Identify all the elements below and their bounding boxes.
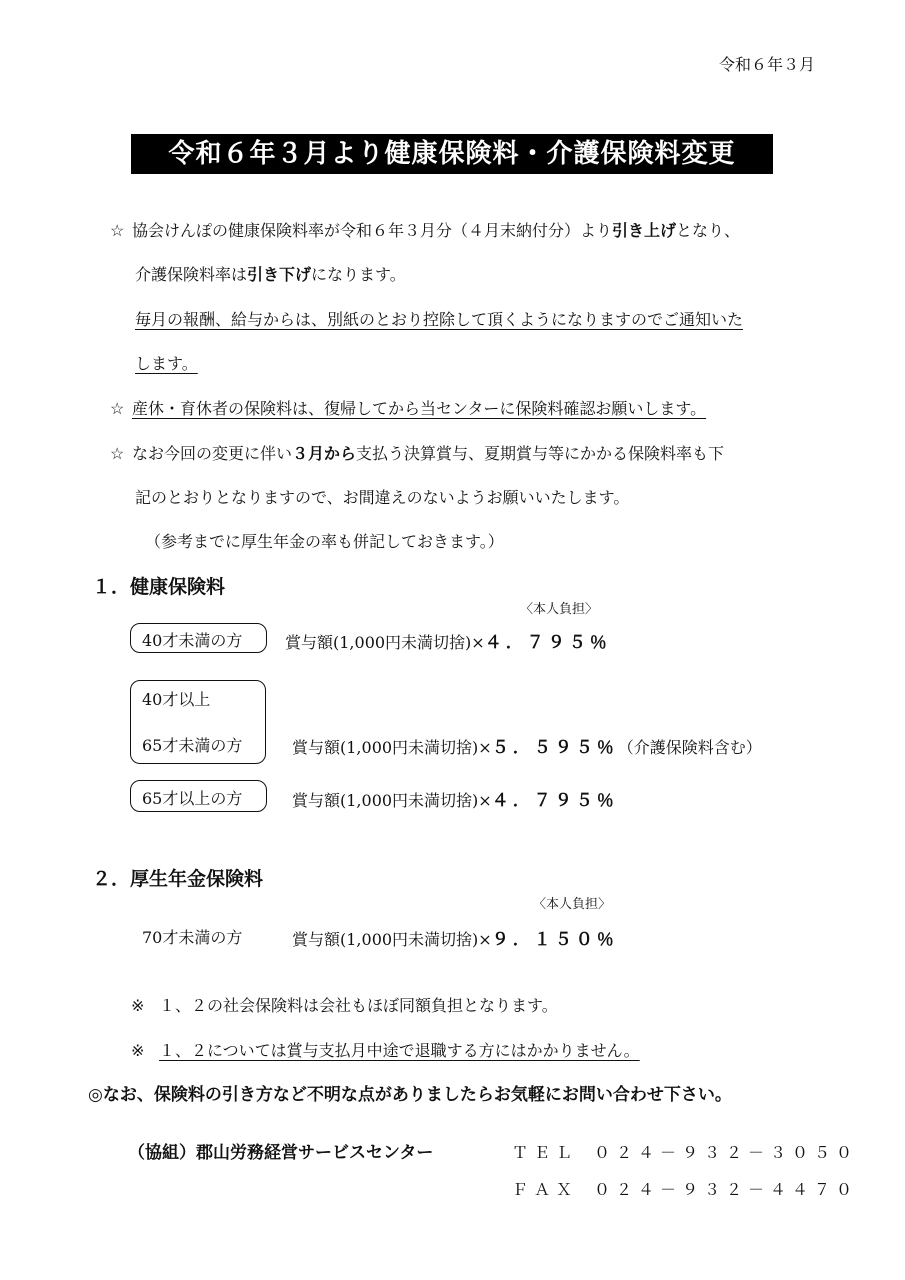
reference-mark-icon: ※ — [131, 996, 145, 1015]
tel-row: ＴＥＬ ０２４－９３２－３０５０ — [512, 1143, 859, 1162]
section-2-heading: ２．厚生年金保険料 — [92, 868, 264, 890]
notice-1-line-3: 毎月の報酬、給与からは、別紙のとおり控除して頂くようになりますのでご通知いた — [135, 310, 744, 329]
section-2-burden-label: 〈本人負担〉 — [533, 897, 612, 912]
rate-row-under-40: 賞与額(1,000円未満切捨)×４．７９５％ — [285, 633, 611, 653]
rate-row-pension: 賞与額(1,000円未満切捨)×９．１５０％ — [292, 930, 618, 950]
notice-3-line-1: ☆ なお今回の変更に伴い３月から支払う決算賞与、夏期賞与等にかかる保険料率も下 — [110, 444, 725, 463]
note-2: ※ １、２については賞与支払月中途で退職する方にはかかりません。 — [131, 1041, 640, 1060]
closing-message: ◎なお、保険料の引き方など不明な点がありましたらお気軽にお問い合わせ下さい。 — [88, 1085, 732, 1105]
section-1-burden-label: 〈本人負担〉 — [520, 602, 599, 617]
rate-row-40-to-64: 賞与額(1,000円未満切捨)×５．５９５％（介護保険料含む） — [292, 738, 762, 758]
reference-mark-icon: ※ — [131, 1041, 145, 1060]
section-1-heading: １．健康保険料 — [92, 576, 226, 598]
notice-1-line-4: します。 — [135, 354, 198, 373]
rate-row-65-and-over: 賞与額(1,000円未満切捨)×４．７９５％ — [292, 791, 618, 811]
notice-3-line-2: 記のとおりとなりますので、お間違えのないようお願いいたします。 — [135, 488, 630, 507]
document-date: 令和６年３月 — [718, 55, 815, 74]
notice-2-line-1: ☆ 産休・育休者の保険料は、復帰してから当センターに保険料確認お願いします。 — [110, 399, 707, 418]
star-icon: ☆ — [110, 221, 125, 240]
organization-name: （協組）郡山労務経営サービスセンター — [128, 1143, 434, 1163]
star-icon: ☆ — [110, 444, 125, 463]
document-title: 令和６年３月より健康保険料・介護保険料変更 — [131, 134, 773, 174]
fax-row: ＦＡＸ ０２４－９３２－４４７０ — [512, 1180, 859, 1199]
star-icon: ☆ — [110, 399, 125, 418]
age-under-70: 70才未満の方 — [142, 928, 243, 947]
age-65-and-over: 65才以上の方 — [142, 789, 243, 808]
age-under-65: 65才未満の方 — [142, 736, 243, 755]
tel-number: ０２４－９３２－３０５０ — [594, 1143, 859, 1162]
notice-1-line-2: 介護保険料率は引き下げになります。 — [135, 265, 406, 284]
notice-3-line-3: （参考までに厚生年金の率も併記しておきます。） — [145, 532, 504, 551]
age-40-and-over: 40才以上 — [142, 690, 211, 709]
fax-number: ０２４－９３２－４４７０ — [594, 1180, 859, 1199]
notice-1-line-1: ☆ 協会けんぽの健康保険料率が令和６年３月分（４月末納付分）より引き上げとなり、 — [110, 221, 741, 240]
age-under-40: 40才未満の方 — [142, 631, 243, 650]
note-1: ※ １、２の社会保険料は会社もほぼ同額負担となります。 — [131, 996, 558, 1015]
